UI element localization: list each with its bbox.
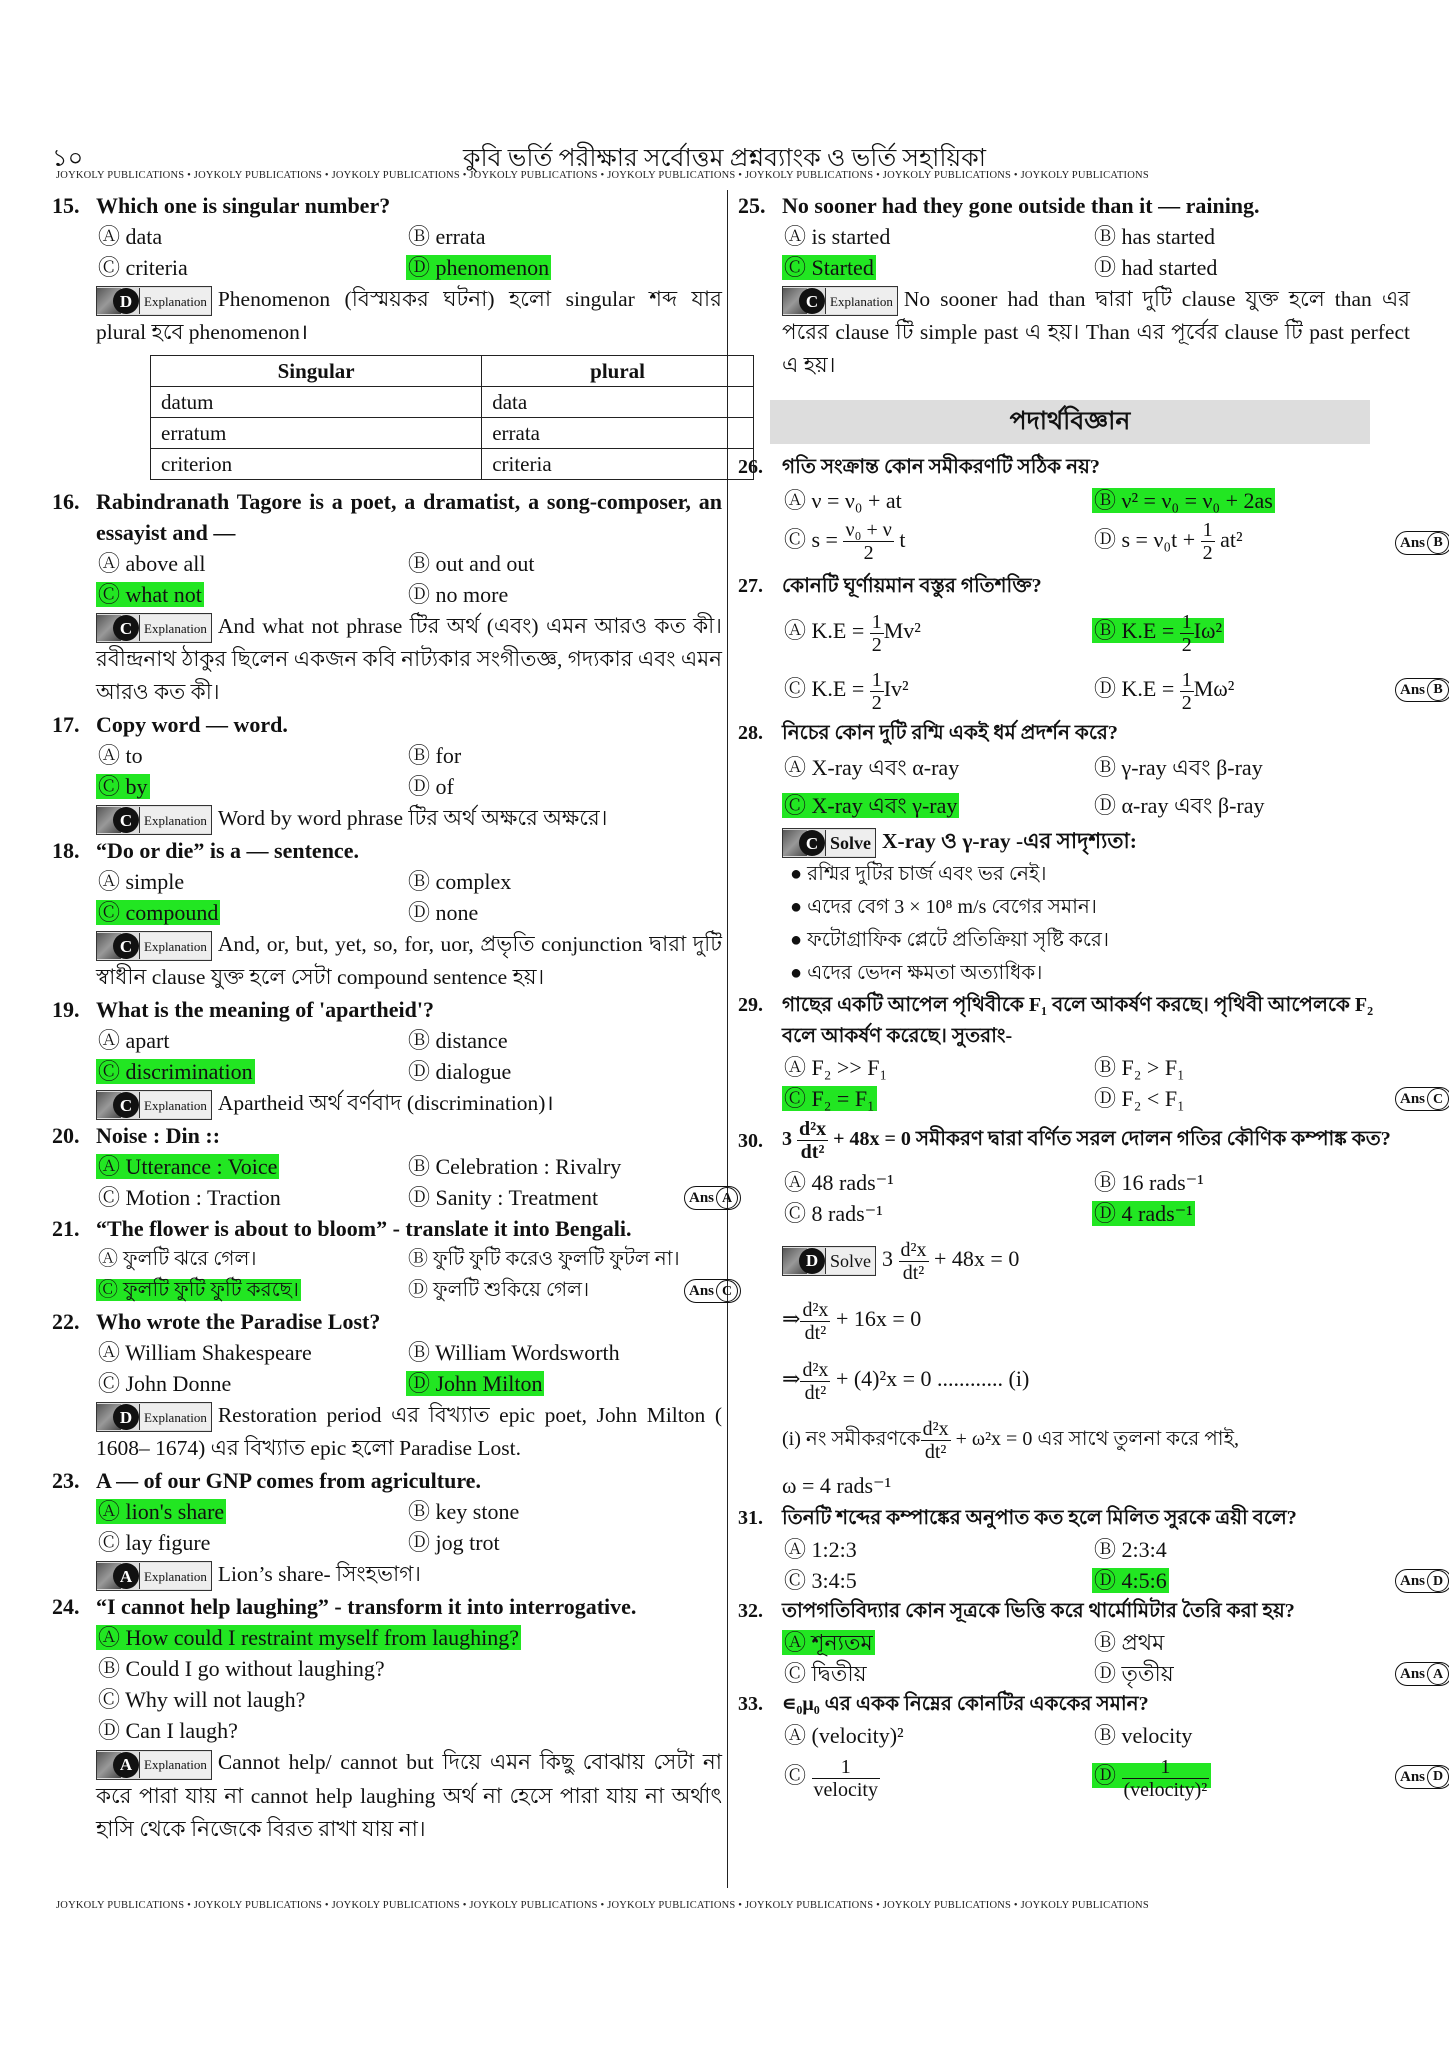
option-a-correct[interactable]: Ⓐ How could I restraint myself from laughing? bbox=[98, 1625, 519, 1651]
option-a[interactable]: Ⓐ simple bbox=[98, 869, 185, 895]
solve-step: ⇒ $\frac{\text{d²x}}{\text{dt²}}$ + 16x = 0 bbox=[782, 1298, 922, 1344]
question-18: 18. “Do or die” is a — sentence. Ⓐ simple Ⓑ complex Ⓒ compound Ⓓ none C Explanation And, or, but, yet, so, for, uor, প্রভৃতি conjunction দ্বারা দুটি স্বাধীন clause যুক্ত হলে সেটা compound sentence হয়। bbox=[52, 835, 722, 994]
option-d[interactable]: Ⓓ s = ν₀t + $\frac{1}{2}$ at² Ans B bbox=[1092, 519, 1449, 571]
answer-badge: Ans D bbox=[1395, 1569, 1449, 1593]
option-b[interactable]: Ⓑ has started bbox=[1094, 224, 1215, 249]
solve-step: ⇒ $\frac{\text{d²x}}{\text{dt²}}$ + (4)²x = 0 ............ (i) bbox=[782, 1358, 1030, 1404]
option-c-correct[interactable]: Ⓒ what not bbox=[98, 582, 202, 608]
explanation-badge: D Explanation bbox=[96, 286, 212, 316]
option-b[interactable]: Ⓑ distance bbox=[408, 1028, 508, 1054]
option-c-correct[interactable]: Ⓒ F₂ = F₁ bbox=[784, 1086, 875, 1112]
option-d[interactable]: Ⓓ α-ray এবং β-ray bbox=[1094, 793, 1265, 819]
option-b[interactable]: Ⓑ 2:3:4 bbox=[1094, 1537, 1167, 1563]
option-c-correct[interactable]: Ⓒ Started bbox=[784, 255, 874, 280]
option-d[interactable]: Ⓓ dialogue bbox=[408, 1059, 512, 1085]
explanation: A Explanation Cannot help/ cannot but দিয়ে এমন কিছু বোঝায় সেটা না করে পারা যায় না cannot help laughing অর্থ না হেসে পারা যায় না অর্থাৎ হাসি থেকে নিজেকে বিরত রাখা যায় না। bbox=[96, 1750, 722, 1841]
explanation-badge: D Explanation bbox=[96, 1402, 212, 1432]
option-a[interactable]: Ⓐ apart bbox=[98, 1028, 170, 1054]
option-c[interactable]: Ⓒ Why will not laugh? bbox=[98, 1687, 306, 1713]
list-item: ● ফটোগ্রাফিক প্লেটে প্রতিক্রিয়া সৃষ্টি করে। bbox=[790, 929, 1110, 952]
question-26: 26. গতি সংক্রান্ত কোন সমীকরণটি সঠিক নয়? Ⓐ ν = ν₀ + at Ⓑ ν² = ν₀ = ν₀ + 2as Ⓒ s = $\frac{\text{ν₀ + ν}}{2}$ t Ⓓ s = ν₀t + $\frac{1}{2}$ at² Ans B bbox=[738, 452, 1410, 571]
explanation: C Explanation Apartheid অর্থ বর্ণবাদ (discrimination)। bbox=[52, 1087, 722, 1120]
option-b[interactable]: Ⓑ γ-ray এবং β-ray bbox=[1094, 755, 1263, 781]
option-b[interactable]: Ⓑ Celebration : Rivalry bbox=[408, 1154, 622, 1180]
option-a[interactable]: Ⓐ ν = ν₀ + at bbox=[784, 488, 902, 514]
list-item: ● এদের ভেদন ক্ষমতা অত্যাধিক। bbox=[790, 962, 1043, 985]
option-a[interactable]: Ⓐ X-ray এবং α-ray bbox=[784, 755, 960, 781]
option-b[interactable]: Ⓑ velocity bbox=[1094, 1723, 1193, 1749]
explanation: C Explanation And what not phrase টির অর্থ (এবং) এমন আরও কত কী। রবীন্দ্রনাথ ঠাকুর ছিলেন একজন কবি নাট্যকার সংগীতজ্ঞ, গদ্যকার এবং এমন আরও কত কী। bbox=[96, 614, 722, 705]
bullet-list bbox=[738, 858, 1410, 990]
explanation: D Explanation Phenomenon (বিস্ময়কর ঘটনা) হলো singular শব্দ যার plural হবে phenomenon। bbox=[96, 287, 722, 345]
question-28: 28. নিচের কোন দুটি রশ্মি একই ধর্ম প্রদর্শন করে? Ⓐ X-ray এবং α-ray Ⓑ γ-ray এবং β-ray Ⓒ X-ray এবং γ-ray Ⓓ α-ray এবং β-ray C Solve X-ray ও γ-ray -এর সাদৃশ্যতা: ● রশ্মির দুটির চার্জ এবং ভর নেই। ● এদের বেগ 3 × 10⁸ m/s বেগের সমান। ● ফটোগ্রাফিক প্লেটে প্রতিক্রিয়া সৃষ্টি করে। ● এদের ভেদন ক্ষমতা অত্যাধিক। bbox=[738, 718, 1410, 990]
option-b[interactable]: Ⓑ F₂ > F₁ bbox=[1094, 1055, 1185, 1081]
option-a[interactable]: Ⓐ K.E = $\frac{1}{2}$ Mv² bbox=[784, 610, 921, 656]
option-d-correct[interactable]: Ⓓ 4:5:6 Ans D bbox=[1092, 1565, 1449, 1596]
question-27: 27. কোনটি ঘূর্ণায়মান বস্তুর গতিশক্তি? Ⓐ K.E = $\frac{1}{2}$ Mv² Ⓑ K.E = $\frac{1}{2}$ Iω² Ⓒ K.E = $\frac{1}{2}$ Iv² Ⓓ K.E = $\frac{1}{2}$ Mω² Ans B bbox=[738, 571, 1410, 718]
option-c-correct[interactable]: Ⓒ discrimination bbox=[98, 1059, 253, 1085]
option-c[interactable]: Ⓒ lay figure bbox=[98, 1530, 211, 1556]
list-item: ● এদের বেগ 3 × 10⁸ m/s বেগের সমান। bbox=[790, 896, 1097, 919]
question-22: 22. Who wrote the Paradise Lost? Ⓐ William Shakespeare Ⓑ William Wordsworth Ⓒ John Donne Ⓓ John Milton D Explanation Restoration period এর বিখ্যাত epic poet, John Milton ( 1608– 1674) এর বিখ্যাত epic হলো Paradise Lost. bbox=[52, 1306, 722, 1465]
publisher-strip-top: JOYKOLY PUBLICATIONS • JOYKOLY PUBLICATIONS • JOYKOLY PUBLICATIONS • JOYKOLY PUBLICATIONS • JOYKOLY PUBLICATIONS • JOYKOLY PUBLICATIONS • JOYKOLY PUBLICATIONS • JOYKOLY PUBLICATIONS bbox=[56, 170, 1149, 181]
option-a[interactable]: Ⓐ above all bbox=[98, 551, 206, 577]
option-b[interactable]: Ⓑ Could I go without laughing? bbox=[98, 1656, 385, 1682]
question-32: 32. তাপগতিবিদ্যার কোন সূত্রকে ভিত্তি করে থার্মোমিটার তৈরি করা হয়? Ⓐ শূন্যতম Ⓑ প্রথম Ⓒ দ্বিতীয় Ⓓ তৃতীয় Ans A bbox=[738, 1596, 1410, 1689]
answer-badge: Ans A bbox=[1395, 1662, 1449, 1686]
option-a[interactable]: Ⓐ data bbox=[98, 224, 163, 249]
question-text: Which one is singular number? bbox=[96, 193, 391, 218]
list-item: ● রশ্মির দুটির চার্জ এবং ভর নেই। bbox=[790, 863, 1047, 886]
solve-badge: C Solve bbox=[782, 828, 876, 858]
question-20: 20. Noise : Din :: Ⓐ Utterance : Voice Ⓑ Celebration : Rivalry Ⓒ Motion : Traction Ⓓ Sanity : Treatment Ans A bbox=[52, 1120, 722, 1213]
question-19: 19. What is the meaning of 'apartheid'? Ⓐ apart Ⓑ distance Ⓒ discrimination Ⓓ dialogue C Explanation Apartheid অর্থ বর্ণবাদ (discrimination)। bbox=[52, 994, 722, 1120]
question-30: 30. 3 $\frac{\text{d²x}}{\text{dt²}}$ + 48x = 0 সমীকরণ দ্বারা বর্ণিত সরল দোলন গতির কৌণিক কম্পাঙ্ক কত? Ⓐ 48 rads⁻¹ Ⓑ 16 rads⁻¹ Ⓒ 8 rads⁻¹ Ⓓ 4 rads⁻¹ D Solve 3 $\frac{\text{d²x}}{\text{dt²}}$ + 48x = 0 ⇒ $\frac{\text{d²x}}{\text{dt²}}$ + 16x = 0 ⇒ $\frac{\text{d²x}}{\text{dt²}}$ + (4)²x = 0 ............ (i) (i) নং সমীকরণকে $\frac{\text{d²x}}{\text{dt²}}$ + ω²x = 0 এর সাথে তুলনা করে পাই, ω = 4 rads⁻¹ bbox=[738, 1114, 1410, 1503]
explanation-badge: A Explanation bbox=[96, 1750, 212, 1780]
option-b[interactable]: Ⓑ for bbox=[408, 743, 462, 769]
option-d[interactable]: Ⓓ of bbox=[408, 774, 454, 800]
option-b[interactable]: Ⓑ William Wordsworth bbox=[408, 1340, 620, 1366]
option-d[interactable]: Ⓓ Can I laugh? bbox=[98, 1718, 238, 1744]
option-a[interactable]: Ⓐ is started bbox=[784, 224, 891, 249]
question-16: 16. Rabindranath Tagore is a poet, a dramatist, a song-composer, an essayist and — Ⓐ above all Ⓑ out and out Ⓒ what not Ⓓ no more C Explanation And what not phrase টির অর্থ (এবং) এমন আরও কত কী। রবীন্দ্রনাথ ঠাকুর ছিলেন একজন কবি নাট্যকার সংগীতজ্ঞ, গদ্যকার এবং এমন আরও কত কী। bbox=[52, 486, 722, 709]
publisher-strip-bottom: JOYKOLY PUBLICATIONS • JOYKOLY PUBLICATIONS • JOYKOLY PUBLICATIONS • JOYKOLY PUBLICATIONS • JOYKOLY PUBLICATIONS • JOYKOLY PUBLICATIONS • JOYKOLY PUBLICATIONS • JOYKOLY PUBLICATIONS bbox=[56, 1900, 1149, 1911]
answer-badge: Ans D bbox=[1395, 1765, 1449, 1789]
option-b[interactable]: Ⓑ errata bbox=[408, 224, 486, 249]
explanation: D Explanation Restoration period এর বিখ্যাত epic poet, John Milton ( 1608– 1674) এর বিখ্যাত epic হলো Paradise Lost. bbox=[96, 1403, 722, 1461]
option-d-correct[interactable]: Ⓓ 4 rads⁻¹ bbox=[1094, 1201, 1193, 1227]
option-c[interactable]: Ⓒ 3:4:5 bbox=[784, 1568, 857, 1594]
option-d[interactable]: Ⓓ none bbox=[408, 900, 479, 926]
answer-badge: Ans B bbox=[1395, 531, 1449, 555]
option-c-correct[interactable]: Ⓒ X-ray এবং γ-ray bbox=[784, 793, 958, 819]
option-a[interactable]: Ⓐ William Shakespeare bbox=[98, 1340, 312, 1366]
question-17: 17. Copy word — word. Ⓐ to Ⓑ for Ⓒ by Ⓓ of C Explanation Word by word phrase টির অর্থ অক্ষরে অক্ষরে। bbox=[52, 709, 722, 835]
option-b[interactable]: Ⓑ complex bbox=[408, 869, 512, 895]
left-column bbox=[52, 190, 733, 1846]
solve-result: ω = 4 rads⁻¹ bbox=[782, 1473, 892, 1499]
question-number: 15. bbox=[52, 193, 80, 218]
right-column bbox=[738, 190, 1444, 1801]
question-33: 33. ∊₀μ₀ এর একক নিম্নের কোনটির এককের সমান? Ⓐ (velocity)² Ⓑ velocity Ⓒ $\frac{1}{\text{velocity}}$ Ⓓ $\frac{1}{\text{(velocity)²}}$ Ans D bbox=[738, 1689, 1410, 1801]
option-a[interactable]: Ⓐ to bbox=[98, 743, 143, 769]
option-c[interactable]: Ⓒ criteria bbox=[98, 255, 188, 280]
option-a[interactable]: Ⓐ 48 rads⁻¹ bbox=[784, 1170, 894, 1196]
option-a[interactable]: Ⓐ ফুলটি ঝরে গেল। bbox=[98, 1248, 257, 1271]
option-b-correct[interactable]: Ⓑ ν² = ν₀ = ν₀ + 2as bbox=[1094, 488, 1273, 514]
explanation-badge: C Explanation bbox=[96, 1090, 212, 1120]
option-d[interactable]: Ⓓ Sanity : Treatment Ans A bbox=[406, 1182, 766, 1213]
answer-badge: Ans C bbox=[684, 1279, 741, 1303]
option-c[interactable]: Ⓒ দ্বিতীয় bbox=[784, 1661, 867, 1687]
solve: D Solve 3 $\frac{\text{d²x}}{\text{dt²}}$ + 48x = 0 bbox=[738, 1229, 1410, 1289]
option-c[interactable]: Ⓒ 8 rads⁻¹ bbox=[784, 1201, 883, 1227]
option-d-correct[interactable]: Ⓓ John Milton bbox=[408, 1371, 543, 1397]
option-b-correct[interactable]: Ⓑ K.E = $\frac{1}{2}$ Iω² bbox=[1094, 610, 1223, 656]
explanation: C Explanation Word by word phrase টির অর্থ অক্ষরে অক্ষরে। bbox=[52, 802, 722, 835]
explanation-badge: C Explanation bbox=[782, 286, 898, 316]
option-d-correct[interactable]: Ⓓ $\frac{1}{\text{(velocity)²}}$ Ans D bbox=[1092, 1751, 1449, 1801]
solve: C Solve X-ray ও γ-ray -এর সাদৃশ্যতা: bbox=[738, 825, 1410, 858]
explanation-badge: C Explanation bbox=[96, 805, 212, 835]
explanation: C Explanation No sooner had than দ্বারা দুটি clause যুক্ত হলে than এর পরের clause টি simple past এ হয়। Than এর পূর্বের clause টি past perfect এ হয়। bbox=[782, 287, 1410, 378]
option-a-correct[interactable]: Ⓐ শূন্যতম bbox=[784, 1630, 873, 1656]
option-b[interactable]: Ⓑ out and out bbox=[408, 551, 535, 577]
explanation: C Explanation And, or, but, yet, so, for, uor, প্রভৃতি conjunction দ্বারা দুটি স্বাধীন clause যুক্ত হলে সেটা compound sentence হয়। bbox=[96, 932, 722, 990]
option-b[interactable]: Ⓑ ফুটি ফুটি করেও ফুলটি ফুটল না। bbox=[408, 1248, 680, 1271]
option-a[interactable]: Ⓐ F₂ >> F₁ bbox=[784, 1055, 888, 1081]
option-d[interactable]: Ⓓ F₂ < F₁ Ans C bbox=[1092, 1083, 1449, 1114]
option-c-correct[interactable]: Ⓒ compound bbox=[98, 900, 219, 926]
option-d-correct[interactable]: Ⓓ phenomenon bbox=[408, 255, 550, 280]
option-a[interactable]: Ⓐ (velocity)² bbox=[784, 1723, 904, 1749]
question-31: 31. তিনটি শব্দের কম্পাঙ্কের অনুপাত কত হলে মিলিত সুরকে ত্রয়ী বলে? Ⓐ 1:2:3 Ⓑ 2:3:4 Ⓒ 3:4:5 Ⓓ 4:5:6 Ans D bbox=[738, 1503, 1410, 1596]
option-b[interactable]: Ⓑ 16 rads⁻¹ bbox=[1094, 1170, 1204, 1196]
explanation-badge: A Explanation bbox=[96, 1561, 212, 1591]
question-24: 24. “I cannot help laughing” - transform it into interrogative. Ⓐ How could I restraint myself from laughing? Ⓑ Could I go without laughing? Ⓒ Why will not laugh? Ⓓ Can I laugh? A Explanation Cannot help/ cannot but দিয়ে এমন কিছু বোঝায় সেটা না করে পারা যায় না cannot help laughing অর্থ না হেসে পারা যায় না অর্থাৎ হাসি থেকে নিজেকে বিরত রাখা যায় না। bbox=[52, 1591, 722, 1845]
option-a[interactable]: Ⓐ 1:2:3 bbox=[784, 1537, 857, 1563]
question-15 bbox=[52, 190, 722, 480]
page-number: ১০ bbox=[52, 146, 84, 172]
option-c[interactable]: Ⓒ s = $\frac{\text{ν₀ + ν}}{2}$ t bbox=[784, 519, 906, 565]
option-c[interactable]: Ⓒ Motion : Traction bbox=[98, 1185, 281, 1211]
question-21: 21. “The flower is about to bloom” - translate it into Bengali. Ⓐ ফুলটি ঝরে গেল। Ⓑ ফুটি ফুটি করেও ফুলটি ফুটল না। Ⓒ ফুলটি ফুটি ফুটি করছে। Ⓓ ফুলটি শুকিয়ে গেল। Ans C bbox=[52, 1213, 722, 1306]
section-heading-physics: পদার্থবিজ্ঞান bbox=[770, 400, 1370, 444]
option-c[interactable]: Ⓒ K.E = $\frac{1}{2}$ Iv² bbox=[784, 668, 909, 714]
option-c-correct[interactable]: Ⓒ ফুলটি ফুটি ফুটি করছে। bbox=[98, 1279, 299, 1302]
page-title: কুবি ভর্তি পরীক্ষার সর্বোত্তম প্রশ্নব্যাংক ও ভর্তি সহায়িকা bbox=[463, 145, 986, 172]
question-25: 25. No sooner had they gone outside than it — raining. Ⓐ is started Ⓑ has started Ⓒ Started Ⓓ had started C Explanation No sooner had than দ্বারা দুটি clause যুক্ত হলে than এর পরের clause টি simple past এ হয়। Than এর পূর্বের clause টি past perfect এ হয়। bbox=[738, 190, 1410, 382]
option-b[interactable]: Ⓑ প্রথম bbox=[1094, 1630, 1165, 1656]
option-b[interactable]: Ⓑ key stone bbox=[408, 1499, 520, 1525]
option-a-correct[interactable]: Ⓐ Utterance : Voice bbox=[98, 1154, 278, 1180]
option-d[interactable]: Ⓓ no more bbox=[408, 582, 509, 608]
solve-step: (i) নং সমীকরণকে $\frac{\text{d²x}}{\text{dt²}}$ + ω²x = 0 এর সাথে তুলনা করে পাই, bbox=[782, 1418, 1239, 1464]
option-d[interactable]: Ⓓ ফুলটি শুকিয়ে গেল। Ans C bbox=[406, 1275, 766, 1306]
option-a-correct[interactable]: Ⓐ lion's share bbox=[98, 1499, 225, 1525]
option-c[interactable]: Ⓒ $\frac{1}{\text{velocity}}$ bbox=[784, 1755, 878, 1801]
option-d[interactable]: Ⓓ had started bbox=[1094, 255, 1218, 280]
option-c-correct[interactable]: Ⓒ by bbox=[98, 774, 148, 800]
explanation-badge: C Explanation bbox=[96, 613, 212, 643]
singular-plural-table: Singular plural datum data erratum errata criterion criteria bbox=[150, 355, 754, 480]
solve-badge: D Solve bbox=[782, 1246, 876, 1276]
answer-badge: Ans B bbox=[1395, 678, 1449, 702]
answer-badge: Ans A bbox=[684, 1186, 741, 1210]
question-29: 29. গাছের একটি আপেল পৃথিবীকে F₁ বলে আকর্ষণ করছে। পৃথিবী আপেলকে F₂ বলে আকর্ষণ করেছে। সুতরাং- Ⓐ F₂ >> F₁ Ⓑ F₂ > F₁ Ⓒ F₂ = F₁ Ⓓ F₂ < F₁ Ans C bbox=[738, 990, 1410, 1114]
option-d[interactable]: Ⓓ তৃতীয় Ans A bbox=[1092, 1658, 1449, 1689]
explanation: A Explanation Lion’s share- সিংহভাগ। bbox=[52, 1558, 722, 1591]
explanation-badge: C Explanation bbox=[96, 931, 212, 961]
option-d[interactable]: Ⓓ jog trot bbox=[408, 1530, 500, 1556]
option-c[interactable]: Ⓒ John Donne bbox=[98, 1371, 232, 1397]
question-23: 23. A — of our GNP comes from agriculture. Ⓐ lion's share Ⓑ key stone Ⓒ lay figure Ⓓ jog trot A Explanation Lion’s share- সিংহভাগ। bbox=[52, 1465, 722, 1591]
option-d[interactable]: Ⓓ K.E = $\frac{1}{2}$ Mω² Ans B bbox=[1092, 660, 1449, 718]
answer-badge: Ans C bbox=[1395, 1087, 1449, 1111]
